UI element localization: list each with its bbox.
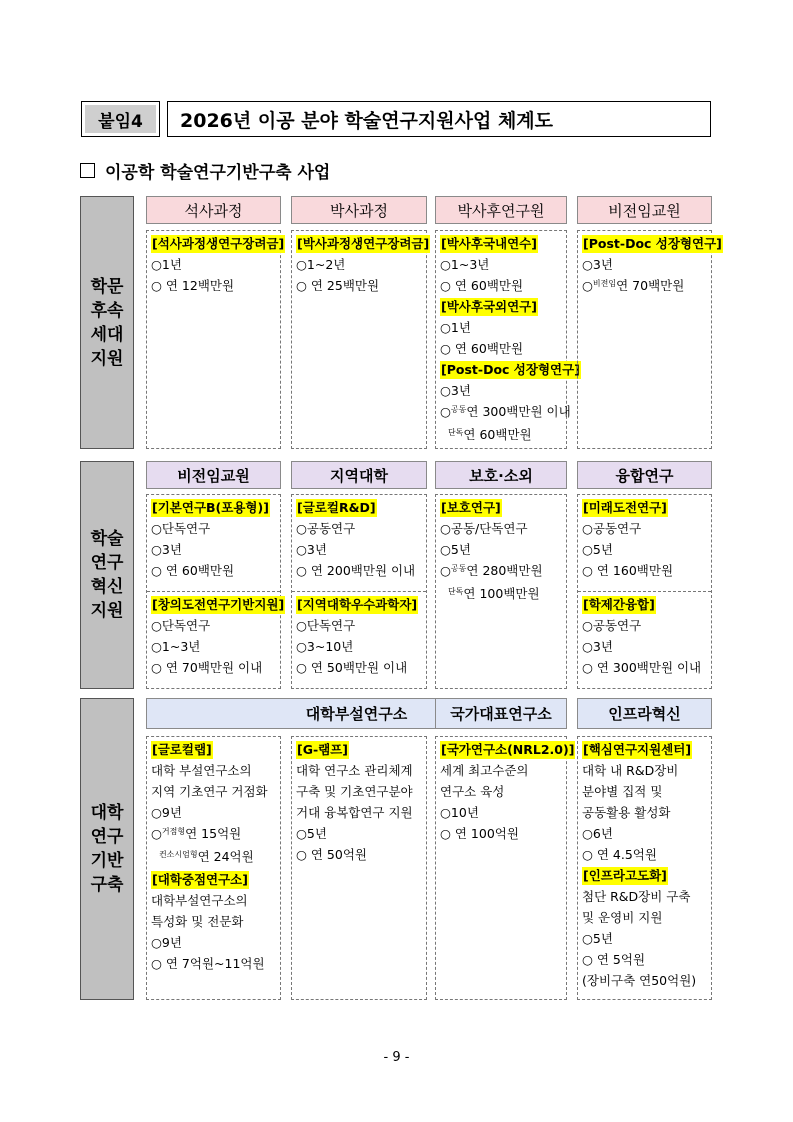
cell-line: ○ 연 7억원~11억원: [151, 956, 265, 971]
section-subhead-label: 이공학 학술연구기반구축 사업: [105, 163, 331, 183]
column-header: 대학부설연구소: [146, 698, 567, 729]
program-cell-bottom: [147, 591, 285, 678]
cell-line: ○ 연 60백만원: [440, 341, 524, 356]
program-cell: [435, 230, 580, 449]
cell-line: ○9년: [151, 805, 182, 820]
cell-line: ○공동/단독연구: [440, 521, 528, 536]
superscript-qualifier: 공동: [450, 564, 467, 573]
column-header: 보호·소외: [435, 461, 567, 489]
program-cell: [577, 736, 712, 1000]
column-header: 지역대학: [291, 461, 427, 489]
side-label-line: 지원: [90, 601, 124, 621]
attachment-tag: [81, 101, 160, 137]
cell-line: 구축 및 기초연구분야: [296, 784, 413, 799]
cell-line: 첨단 R&D장비 구축: [582, 889, 691, 904]
cell-line: ○5년: [582, 542, 613, 557]
program-name-highlight: [Post-Doc 성장형연구]: [583, 236, 722, 251]
side-label-line: 후속: [90, 300, 124, 321]
attachment-tag-label: 붙임4: [85, 105, 156, 133]
cell-line: ○ 연 160백만원: [582, 563, 674, 578]
section-side-label: [80, 698, 134, 1000]
cell-line: 대학부설연구소의: [151, 893, 248, 908]
cell-text: 연 300백만원 이내: [466, 404, 571, 419]
cell-line: ○단독연구: [296, 618, 356, 633]
program-name-highlight: [학제간융합]: [583, 597, 655, 612]
program-cell: [146, 230, 285, 449]
side-label-line: 세대: [90, 324, 124, 345]
cell-line: ○ 연 25백만원: [296, 278, 380, 293]
cell-text: 연 100백만원: [463, 586, 540, 601]
cell-line: 대학 내 R&D장비: [582, 763, 679, 778]
cell-line: ○9년: [151, 935, 182, 950]
program-cell-top: [578, 495, 711, 591]
program-name-highlight: [글로컬R&D]: [297, 500, 376, 515]
cell-line: ○ 연 300백만원 이내: [582, 660, 702, 675]
cell-line: [582, 739, 711, 760]
cell-line: [440, 560, 566, 583]
cell-line: [296, 739, 426, 760]
program-name-highlight: [인프라고도화]: [583, 868, 667, 883]
bullet-prefix: ○: [440, 404, 451, 419]
cell-line: 세계 최고수준의: [440, 763, 529, 778]
cell-line: 공동활용 활성화: [582, 805, 671, 820]
program-name-highlight: [박사후국내연수]: [441, 236, 537, 251]
program-name-highlight: [석사과정생연구장려금]: [152, 236, 285, 251]
superscript-qualifier: 단독: [447, 428, 464, 437]
cell-line: ○5년: [582, 931, 613, 946]
cell-line: [440, 739, 575, 760]
cell-line: ○ 연 200백만원 이내: [296, 563, 416, 578]
program-name-highlight: [창의도전연구기반지원]: [152, 597, 285, 612]
cell-line: ○ 연 12백만원: [151, 278, 235, 293]
superscript-qualifier: 거점형: [161, 827, 186, 836]
side-label-line: 구축: [90, 875, 124, 895]
program-cell: [291, 736, 427, 1000]
cell-line: ○ 연 4.5억원: [582, 847, 657, 862]
cell-line: ○3~10년: [296, 639, 354, 654]
program-name-highlight: [기본연구B(포용형)]: [152, 500, 269, 515]
cell-line: [296, 497, 426, 518]
side-label-line: 학문: [90, 276, 124, 297]
program-name-highlight: [Post-Doc 성장형연구]: [441, 362, 580, 377]
cell-line: ○1~3년: [151, 639, 201, 654]
cell-line: [582, 275, 711, 298]
program-cell: [291, 494, 427, 689]
page-title: 2026년 이공 분야 학술연구지원사업 체계도: [167, 101, 711, 137]
program-cell: [577, 494, 712, 689]
column-header: 국가대표연구소: [435, 698, 567, 729]
program-cell-bottom: [578, 591, 711, 678]
cell-line: 거대 융복합연구 지원: [296, 805, 413, 820]
program-cell-top: [436, 495, 566, 601]
program-cell: [146, 494, 285, 689]
section-subhead: [80, 158, 330, 183]
cell-line: ○ 연 60백만원: [151, 563, 235, 578]
program-cell: [435, 736, 575, 1000]
column-header: 융합연구: [577, 461, 712, 489]
cell-line: [440, 424, 566, 447]
cell-text: 연 60백만원: [463, 427, 532, 442]
cell-text: 연 24억원: [197, 849, 254, 864]
cell-line: [151, 497, 280, 518]
cell-line: ○1~3년: [440, 257, 490, 272]
program-cell-bottom: [292, 591, 426, 678]
cell-line: ○ 연 50백만원 이내: [296, 660, 408, 675]
column-header: 박사과정: [291, 196, 427, 224]
cell-line: ○ 연 5억원: [582, 952, 646, 967]
cell-line: [440, 583, 566, 606]
cell-line: ○ 연 50억원: [296, 847, 367, 862]
cell-line: ○1년: [440, 320, 471, 335]
column-header: 박사후연구원: [435, 196, 567, 224]
section-side-label: [80, 461, 134, 689]
cell-line: 특성화 및 전문화: [151, 914, 244, 929]
cell-line: ○ 연 60백만원: [440, 278, 524, 293]
side-label-line: 연구: [90, 553, 124, 573]
cell-line: ○ 연 100억원: [440, 826, 519, 841]
cell-line: ○10년: [440, 805, 479, 820]
side-label-text: [91, 527, 124, 623]
cell-line: [151, 233, 285, 254]
cell-line: ○3년: [440, 383, 471, 398]
cell-line: [440, 497, 566, 518]
section-side-label: [80, 196, 134, 449]
cell-line: [582, 594, 711, 615]
column-header: 석사과정: [146, 196, 281, 224]
side-label-line: 연구: [90, 827, 124, 847]
cell-line: [151, 739, 280, 760]
column-header: 비전임교원: [577, 196, 712, 224]
bullet-prefix: ○: [582, 278, 593, 293]
program-name-highlight: [미래도전연구]: [583, 500, 667, 515]
program-name-highlight: [지역대학우수과학자]: [297, 597, 418, 612]
program-cell: [146, 736, 281, 1000]
column-header: 인프라혁신: [577, 698, 712, 729]
program-cell: [291, 230, 430, 449]
side-label-line: 기반: [90, 851, 124, 871]
cell-line: [440, 359, 580, 380]
cell-line: [440, 401, 571, 424]
bullet-prefix: [440, 427, 448, 442]
cell-line: [151, 823, 280, 846]
cell-line: ○3년: [151, 542, 182, 557]
checkbox-square-icon: [80, 163, 95, 178]
cell-line: [296, 594, 426, 615]
cell-text: 연 15억원: [185, 826, 242, 841]
cell-line: ○3년: [582, 639, 613, 654]
cell-line: ○1~2년: [296, 257, 346, 272]
cell-line: [582, 233, 722, 254]
cell-line: [440, 296, 566, 317]
cell-line: ○공동연구: [582, 618, 642, 633]
cell-line: ○공동연구: [296, 521, 356, 536]
cell-line: ○1년: [151, 257, 182, 272]
cell-line: 연구소 육성: [440, 784, 505, 799]
cell-line: ○3년: [582, 257, 613, 272]
program-name-highlight: [핵심연구지원센터]: [583, 742, 692, 757]
cell-line: [151, 869, 280, 890]
cell-line: ○단독연구: [151, 521, 211, 536]
side-label-line: 지원: [90, 348, 124, 369]
program-name-highlight: [국가연구소(NRL2.0)]: [441, 742, 575, 757]
side-label-line: 학술: [90, 529, 124, 549]
cell-line: ○3년: [296, 542, 327, 557]
bullet-prefix: [440, 586, 448, 601]
cell-line: [440, 233, 566, 254]
bullet-prefix: ○: [151, 826, 162, 841]
cell-line: ○단독연구: [151, 618, 211, 633]
column-header: 비전임교원: [146, 461, 281, 489]
program-name-highlight: [박사후국외연구]: [441, 299, 537, 314]
superscript-qualifier: 비전임: [592, 279, 617, 288]
cell-line: [151, 594, 285, 615]
cell-line: ○6년: [582, 826, 613, 841]
cell-line: [296, 233, 430, 254]
cell-line: ○공동연구: [582, 521, 642, 536]
program-name-highlight: [대학중점연구소]: [152, 872, 248, 887]
program-cell: [577, 230, 722, 449]
cell-line: 대학 부설연구소의: [151, 763, 252, 778]
cell-line: 지역 기초연구 거점화: [151, 784, 268, 799]
cell-line: 분야별 집적 및: [582, 784, 663, 799]
program-name-highlight: [박사과정생연구장려금]: [297, 236, 430, 251]
program-name-highlight: [글로컬랩]: [152, 742, 212, 757]
cell-line: [582, 497, 711, 518]
bullet-prefix: ○: [440, 563, 451, 578]
cell-line: ○5년: [296, 826, 327, 841]
program-name-highlight: [보호연구]: [441, 500, 501, 515]
superscript-qualifier: 컨소시엄형: [158, 850, 198, 859]
side-label-text: [91, 801, 124, 897]
cell-line: 대학 연구소 관리체계: [296, 763, 413, 778]
cell-line: ○ 연 70백만원 이내: [151, 660, 263, 675]
side-label-text: [91, 275, 124, 371]
cell-line: ○5년: [440, 542, 471, 557]
superscript-qualifier: 공동: [450, 405, 467, 414]
superscript-qualifier: 단독: [447, 587, 464, 596]
side-label-line: 대학: [90, 803, 124, 823]
program-cell: [435, 494, 567, 689]
program-name-highlight: [G-램프]: [297, 742, 349, 757]
cell-line: [582, 865, 711, 886]
bullet-prefix: [151, 849, 159, 864]
program-cell-top: [147, 495, 280, 591]
cell-text: 연 70백만원: [616, 278, 685, 293]
cell-line: [151, 846, 280, 869]
side-label-line: 혁신: [90, 577, 124, 597]
cell-line: (장비구축 연50억원): [582, 973, 697, 988]
program-cell-top: [292, 495, 426, 591]
cell-line: 및 운영비 지원: [582, 910, 663, 925]
page-number: - 9 -: [383, 1050, 410, 1065]
cell-text: 연 280백만원: [466, 563, 543, 578]
